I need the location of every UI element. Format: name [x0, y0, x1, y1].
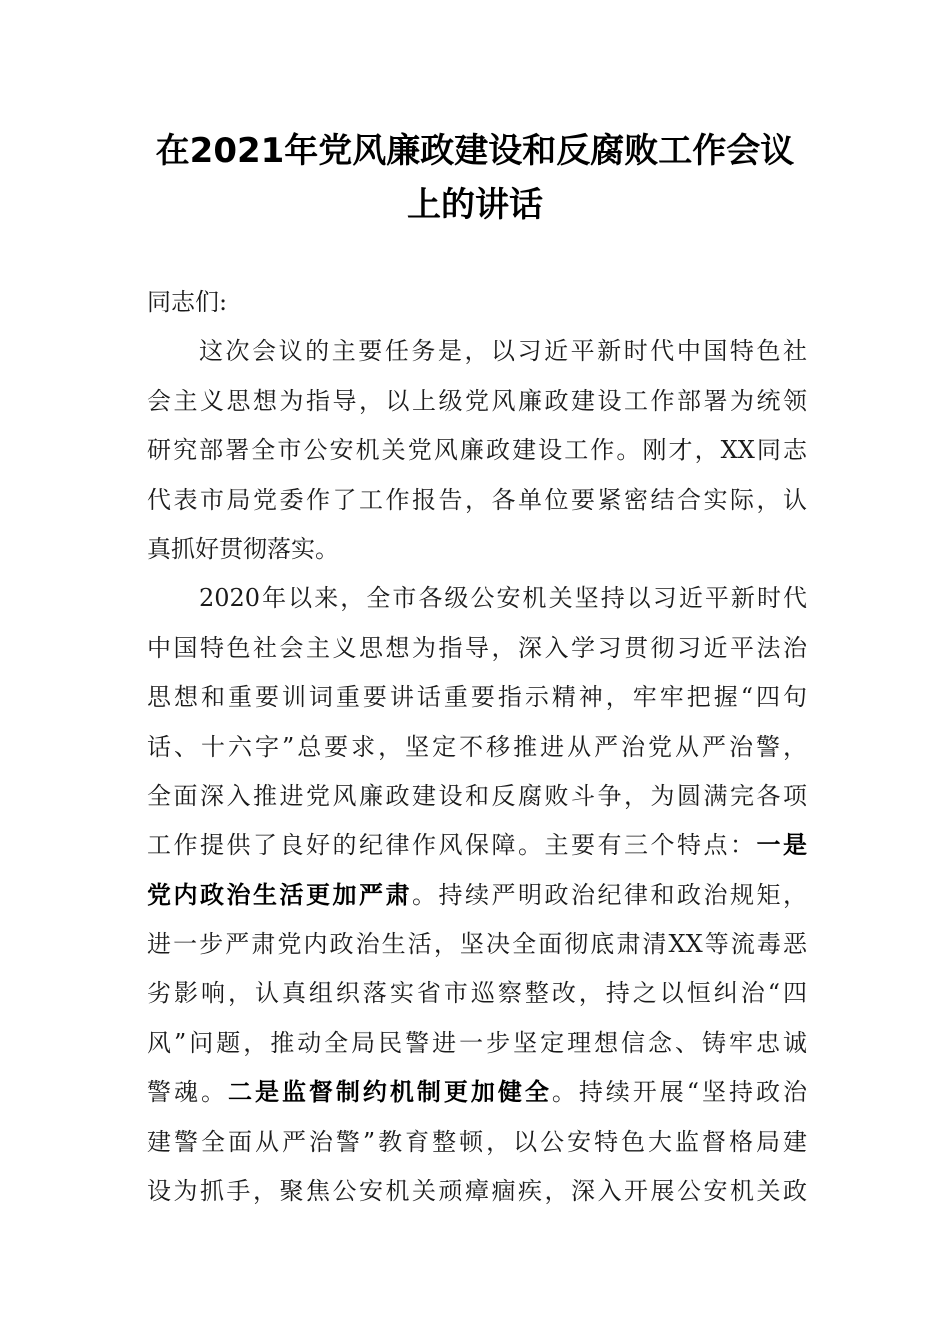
text-line: [147, 377, 807, 426]
text-line: [147, 574, 807, 623]
text-line: [147, 278, 807, 327]
body-text-segment: 研究部署全市公安机关党风廉政建设工作。刚才，XX同志: [147, 436, 807, 465]
bold-heading-text: 党内政治生活更加严肃: [147, 880, 412, 909]
text-line: [147, 525, 807, 574]
text-line: [147, 723, 807, 772]
body-text-segment: 真抓好贯彻落实。: [147, 534, 339, 563]
body-text-segment: 警魂。: [147, 1078, 228, 1107]
body-text-segment: 劣影响，认真组织落实省市巡察整改，持之以恒纠治“四: [147, 979, 807, 1008]
body-text-segment: 代表市局党委作了工作报告，各单位要紧密结合实际，认: [147, 485, 807, 514]
body-text-segment: 。持续开展“坚持政治: [551, 1078, 807, 1107]
text-line: [147, 624, 807, 673]
body-text-segment: 建警全面从严治警”教育整顿，以公安特色大监督格局建: [147, 1127, 807, 1156]
text-line: [147, 476, 807, 525]
title-line-2: 上的讲话: [407, 185, 543, 225]
bold-heading-text: 二是监督制约机制更加健全: [227, 1078, 552, 1107]
body-text-segment: 话、十六字”总要求，坚定不移推进从严治党从严治警，: [147, 732, 807, 761]
text-line: [147, 821, 807, 870]
text-line: [147, 673, 807, 722]
text-line: [147, 1068, 807, 1117]
body-text-segment: 2020年以来，全市各级公安机关坚持以习近平新时代: [199, 584, 807, 613]
body-text-segment: 进一步严肃党内政治生活，坚决全面彻底肃清XX等流毒恶: [147, 930, 807, 959]
body-text-segment: 会主义思想为指导，以上级党风廉政建设工作部署为统领: [147, 386, 807, 415]
text-line: [147, 426, 807, 475]
bold-heading-text: 一是: [756, 831, 807, 860]
text-line: [147, 772, 807, 821]
body-text-segment: 。持续严明政治纪律和政治规矩，: [412, 880, 807, 909]
text-line: [147, 871, 807, 920]
text-line: [147, 327, 807, 376]
title-line-1: 在2021年党风廉政建设和反腐败工作会议: [155, 131, 795, 171]
document-title: [100, 124, 850, 232]
text-line: [147, 1167, 807, 1216]
text-line: [147, 920, 807, 969]
body-text-segment: 风”问题，推动全局民警进一步坚定理想信念、铸牢忠诚: [147, 1028, 807, 1057]
text-line: [147, 1118, 807, 1167]
body-text-segment: 同志们:: [147, 288, 228, 316]
body-text-segment: 思想和重要训词重要讲话重要指示精神，牢牢把握“四句: [147, 683, 807, 712]
text-line: [147, 969, 807, 1018]
text-line: [147, 1019, 807, 1068]
document-body: [147, 278, 807, 1216]
body-text-segment: 全面深入推进党风廉政建设和反腐败斗争，为圆满完各项: [147, 781, 807, 810]
body-text-segment: 中国特色社会主义思想为指导，深入学习贯彻习近平法治: [147, 633, 807, 662]
body-text-segment: 工作提供了良好的纪律作风保障。主要有三个特点：: [147, 831, 757, 860]
body-text-segment: 设为抓手，聚焦公安机关顽瘴痼疾，深入开展公安机关政: [147, 1177, 807, 1206]
body-text-segment: 这次会议的主要任务是，以习近平新时代中国特色社: [199, 337, 807, 366]
